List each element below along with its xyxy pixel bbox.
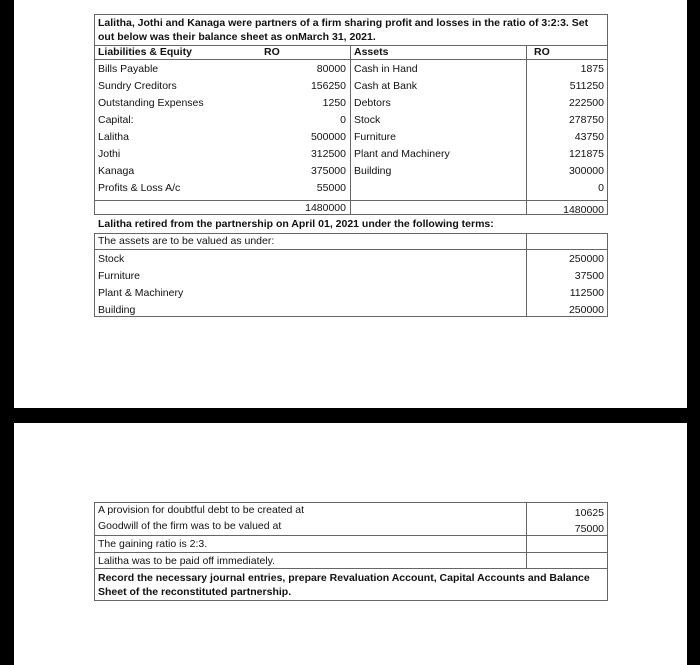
total-liabilities: 1480000 [305, 202, 346, 214]
asset-amount: 511250 [569, 80, 604, 92]
retirement-terms [94, 502, 608, 602]
liability-amount: 1250 [322, 97, 346, 109]
valuation-value: 250000 [568, 304, 604, 316]
liability-amount: 80000 [316, 63, 346, 75]
term-value: 10625 [574, 507, 604, 519]
liability-amount: 156250 [310, 80, 346, 92]
liability-amount: 0 [340, 114, 346, 126]
balance-sheet-problem [94, 14, 608, 314]
header-ro-right: RO [534, 46, 550, 58]
liability-amount: 500000 [310, 131, 346, 143]
row-divider [94, 249, 608, 250]
liability-label: Profits & Loss A/c [98, 182, 181, 194]
liability-amount: 312500 [310, 148, 346, 160]
liability-label: Capital: [98, 114, 134, 126]
valuation-label: Plant & Machinery [98, 287, 184, 299]
liability-amount: 55000 [316, 182, 346, 194]
asset-amount: 1875 [580, 63, 604, 75]
asset-label: Cash in Hand [354, 63, 418, 75]
term-label: Goodwill of the firm was to be valued at [98, 520, 282, 532]
liability-label: Bills Payable [98, 63, 159, 75]
asset-label: Building [354, 165, 392, 177]
instruction-text: Record the necessary journal entries, prepare Revaluation Account, Capital Accounts and Balance Sheet of the reconstituted partnership. [98, 572, 590, 598]
liability-label: Lalitha [98, 131, 129, 143]
header-liabilities: Liabilities & Equity [98, 46, 192, 58]
liability-label: Jothi [98, 148, 121, 160]
asset-label: Stock [354, 114, 381, 126]
asset-label: Furniture [354, 131, 397, 143]
header-assets: Assets [354, 46, 389, 58]
asset-amount: 222500 [568, 97, 604, 109]
asset-amount: 300000 [568, 165, 604, 177]
liability-label: Kanaga [98, 165, 135, 177]
row-divider [94, 59, 608, 60]
liability-label: Sundry Creditors [98, 80, 177, 92]
asset-amount: 0 [598, 182, 604, 194]
valuation-intro: The assets are to be valued as under: [98, 235, 275, 247]
retirement-heading: Lalitha retired from the partnership on April 01, 2021 under the following terms: [98, 218, 494, 230]
valuation-value: 37500 [574, 270, 604, 282]
row-divider [94, 552, 608, 553]
valuation-value: 112500 [569, 287, 604, 299]
liability-label: Outstanding Expenses [98, 97, 204, 109]
term-label: Lalitha was to be paid off immediately. [98, 555, 276, 567]
valuation-value: 250000 [568, 253, 604, 265]
asset-amount: 121875 [568, 148, 604, 160]
term-label: A provision for doubtful debt to be created at [98, 504, 305, 516]
term-value: 75000 [574, 523, 604, 535]
header-ro-left: RO [264, 46, 280, 58]
asset-amount: 43750 [574, 131, 604, 143]
valuation-label: Stock [98, 253, 125, 265]
liability-amount: 375000 [310, 165, 346, 177]
asset-label: Cash at Bank [354, 80, 418, 92]
total-assets: 1480000 [563, 204, 604, 216]
term-label: The gaining ratio is 2:3. [98, 538, 208, 550]
valuation-label: Furniture [98, 270, 141, 282]
problem-intro: Lalitha, Jothi and Kanaga were partners of a firm sharing profit and losses in the ratio of 3:2:3. Set out below was their balance sheet as onMarch 31, 2021. [98, 17, 589, 43]
asset-label: Debtors [354, 97, 391, 109]
valuation-label: Building [98, 304, 136, 316]
asset-amount: 278750 [568, 114, 604, 126]
row-divider [94, 568, 608, 569]
col-divider [350, 45, 351, 215]
row-divider [94, 200, 608, 201]
asset-label: Plant and Machinery [354, 148, 450, 160]
